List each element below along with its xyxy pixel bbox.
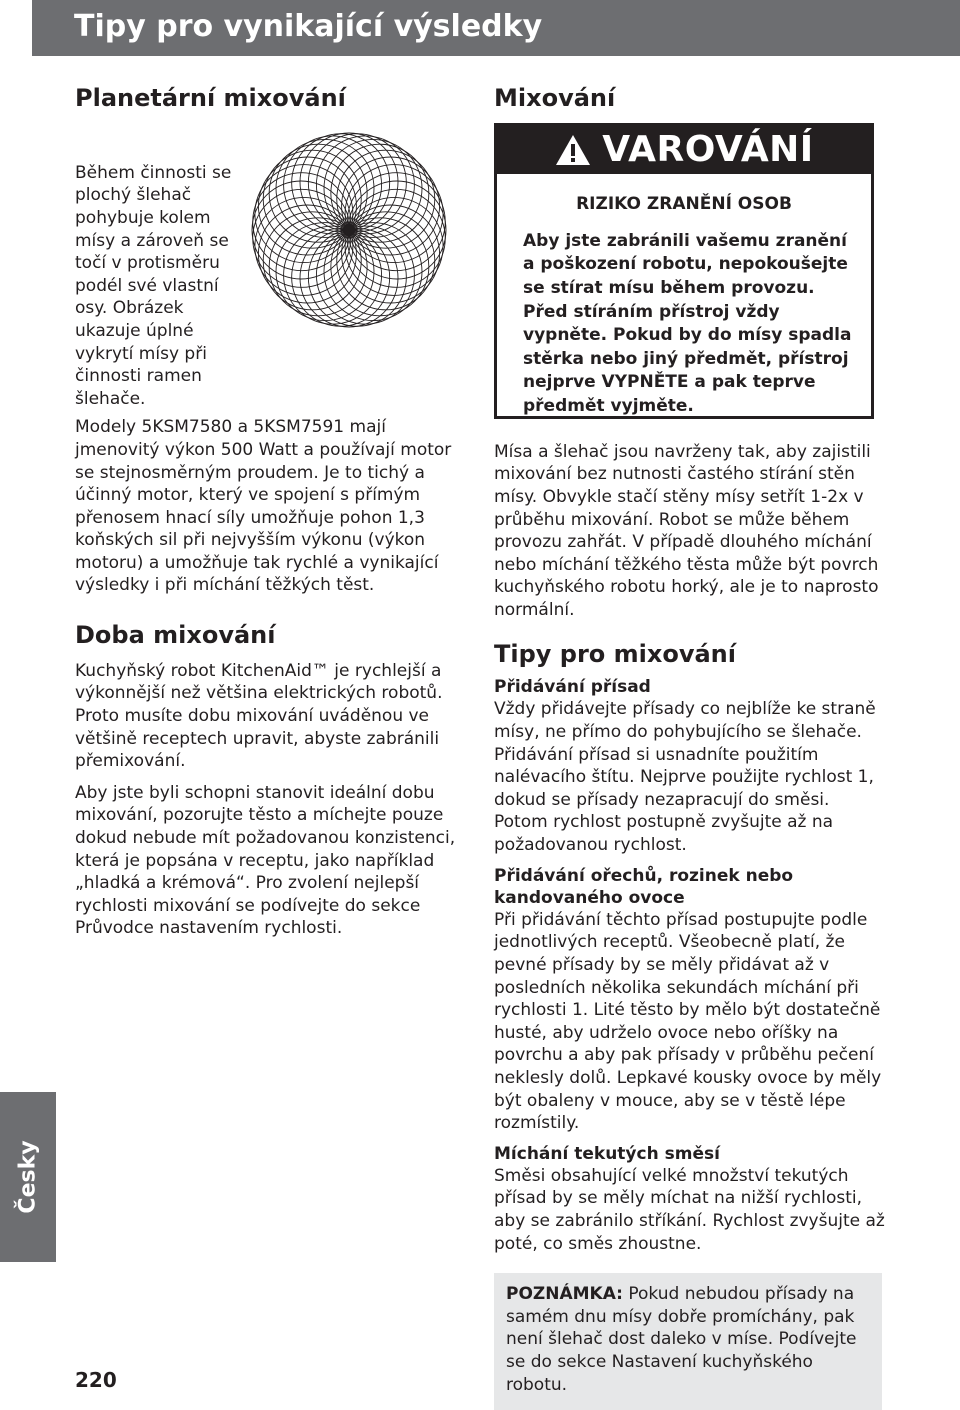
warning-box xyxy=(494,123,874,419)
pattern-center xyxy=(344,225,354,235)
tip-body-liquid-mixtures: Směsi obsahující velké množství tekutých přísad by se měly míchat na nižší rychlosti, aby se zabránilo stříkání. Rychlost zvyšujte až poté, co směs zhoustne. xyxy=(494,1165,885,1254)
pattern-loop xyxy=(348,181,446,279)
pattern-loop xyxy=(292,228,390,326)
left-column xyxy=(75,84,470,940)
tip-body-nuts-raisins: Při přidávání těchto přísad postupujte podle jednotlivých receptů. Všeobecně platí, že pevné přísady by se měly přidávat až v posledních několika sekundách míchání při rychlosti 1. Lité těsto by mělo být dostatečně husté, aby udrželo ovoce nebo oříšky na povrchu a aby pak přísady v průběhu pečení neklesly dolů. Lepkavé kousky ovoce by měly být obaleny v mouce, aby se v těstě lépe rozmístily. xyxy=(494,909,882,1134)
pattern-loop xyxy=(292,134,390,232)
warning-subtitle: RIZIKO ZRANĚNÍ OSOB xyxy=(576,193,792,214)
warning-triangle-icon xyxy=(554,133,592,167)
page-title: Tipy pro vynikající výsledky xyxy=(74,9,543,44)
tip-heading-nuts-raisins: Přidávání ořechů, rozinek nebo kandovaného ovoce xyxy=(494,865,794,908)
right-column xyxy=(494,84,886,1410)
mixing-tips-heading: Tipy pro mixování xyxy=(494,639,736,668)
pattern-loop xyxy=(300,133,398,231)
note-box xyxy=(494,1273,882,1410)
header-bar xyxy=(32,0,960,56)
pattern-loop xyxy=(253,189,351,287)
language-tab xyxy=(0,1092,56,1262)
pattern-loop xyxy=(308,228,406,326)
pattern-loop xyxy=(347,173,445,271)
pattern-loop xyxy=(253,173,351,271)
mixing-time-p2: Aby jste byli schopni stanovit ideální dobu mixování, pozorujte těsto a míchejte pouze dokud nebude mít požadovanou konzistenci, která je popsána v receptu, jako například „hladká a krémová“. Pro zvolení nejlepší rychlosti mixování se podívejte do sekce Průvodce nastavením rychlosti. xyxy=(75,782,456,939)
pattern-loop xyxy=(308,134,406,232)
pattern-loop xyxy=(252,181,350,279)
warning-title: VAROVÁNÍ xyxy=(602,129,814,171)
language-tab-label: Česky xyxy=(15,1140,41,1214)
mixing-time-p1: Kuchyňský robot KitchenAid™ je rychlejší a výkonnější než většina elektrických robotů. Proto musíte dobu mixování uváděnou ve většině receptech upravit, abyste zabránili přemixování. xyxy=(75,660,443,772)
planetary-mixing-diagram xyxy=(250,131,448,329)
mixing-time-heading: Doba mixování xyxy=(75,621,276,650)
mixing-body-text: Mísa a šlehač jsou navrženy tak, aby zajistili mixování bez nutnosti častého stírání stěn mísy. Obvykle stačí stěny mísy setřít 1-2x v průběhu mixování. Robot se může během provozu zahřát. V případě dlouhého míchání nebo míchání těžkého těsta může být povrch kuchyňského robotu horký, ale je to naprosto normální. xyxy=(494,441,879,620)
pattern-loop xyxy=(347,189,445,287)
warning-header xyxy=(497,126,871,174)
planetary-intro-text: Během činnosti se plochý šlehač pohybuje kolem mísy a zároveň se točí v protisměru podél své vlastní osy. Obrázek ukazuje úplné vykrytí mísy při činnosti ramen šlehače. xyxy=(75,162,232,409)
tip-body-adding-ingredients: Vždy přidávejte přísady co nejblíže ke straně mísy, ne přímo do pohybujícího se šlehače. Přidávání přísad si usnadníte použitím nalévacího štítu. Nejprve použijte rychlost 1, dokud se přísady nezapracují do směsi. Potom rychlost postupně zvyšujte až na požadovanou rychlost. xyxy=(494,699,876,855)
planetary-body-text: Modely 5KSM7580 a 5KSM7591 mají jmenovitý výkon 500 Watt a používají motor se stejnosměrným proudem. Je to tichý a účinný motor, který ve spojení s přímým přenosem hnací síly umožňuje pohon 1,3 koňských sil při nejvyšším výkonu (výkon motoru) a umožňuje tak rychlé a vynikající výsledky i při míchání těžkých těst. xyxy=(75,417,452,596)
tip-heading-adding-ingredients: Přidávání přísad xyxy=(494,677,651,698)
page-number: 220 xyxy=(75,1368,117,1392)
note-label: POZNÁMKA: xyxy=(506,1284,623,1305)
pattern-loop xyxy=(300,229,398,327)
note-body-text: Pokud nebudou přísady na samém dnu mísy dobře promíchány, pak není šlehač dost daleko v míse. Podívejte se do sekce Nastavení kuchyňského robotu. xyxy=(506,1284,857,1395)
warning-body-text: Aby jste zabránili vašemu zranění a poškození robotu, nepokoušejte se stírat mísu během provozu. Před stíráním přístroj vždy vypněte. Pokud by do mísy spadla stěrka nebo jiný předmět, přístroj nejprve VYPNĚTE a pak teprve předmět vyjměte. xyxy=(523,230,852,416)
tip-heading-liquid-mixtures: Míchání tekutých směsí xyxy=(494,1143,720,1164)
mixing-heading: Mixování xyxy=(494,84,616,112)
planetary-mixing-heading: Planetární mixování xyxy=(75,84,346,112)
